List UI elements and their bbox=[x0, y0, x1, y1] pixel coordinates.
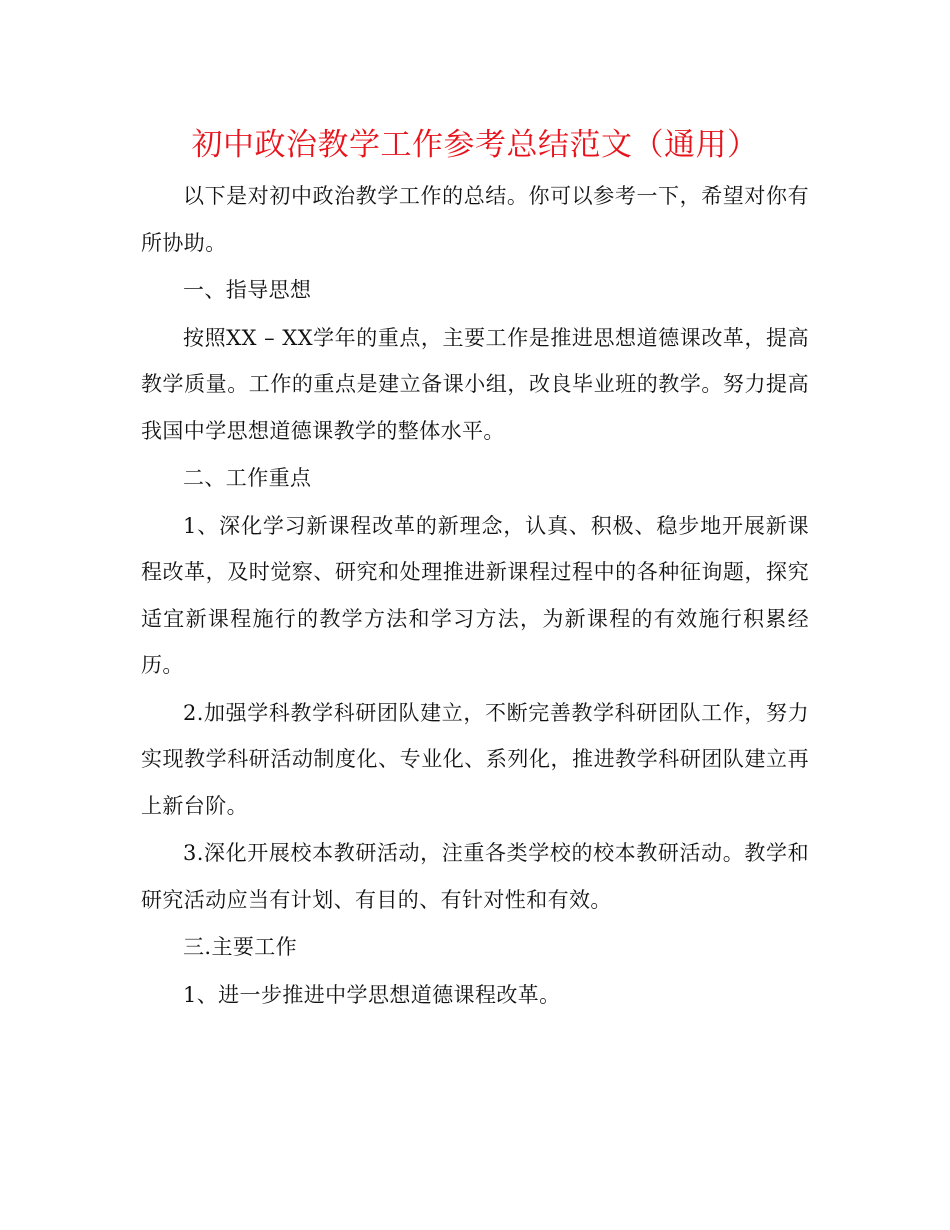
document-title: 初中政治教学工作参考总结范文（通用） bbox=[191, 127, 759, 163]
section-heading-guiding-ideology: 一、指导思想 bbox=[183, 278, 312, 302]
section-heading-main-work: 三.主要工作 bbox=[183, 935, 298, 959]
paragraph-main-work-item-1: 1、进一步推进中学思想道德课程改革。 bbox=[183, 982, 561, 1007]
intro-paragraph: 以下是对初中政治教学工作的总结。你可以参考一下，希望对你有所协助。 bbox=[141, 184, 809, 255]
section-heading-work-focus: 二、工作重点 bbox=[183, 466, 312, 490]
paragraph-guiding-ideology: 按照XX – XX学年的重点，主要工作是推进思想道德课改革，提高教学质量。工作的重点是建立备课小组，改良毕业班的教学。努力提高我国中学思想道德课教学的整体水平。 bbox=[141, 325, 809, 443]
paragraph-focus-item-3: 3.深化开展校本教研活动，注重各类学校的校本教研活动。教学和研究活动应当有计划、有目的、有针对性和有效。 bbox=[141, 841, 809, 912]
document-body bbox=[141, 173, 809, 1019]
paragraph-focus-item-1: 1、深化学习新课程改革的新理念，认真、积极、稳步地开展新课程改革，及时觉察、研究和处理推进新课程过程中的各种征询题，探究适宜新课程施行的教学方法和学习方法，为新课程的有效施行积累经历。 bbox=[141, 513, 809, 677]
paragraph-focus-item-2: 2.加强学科教学科研团队建立，不断完善教学科研团队工作，努力实现教学科研活动制度化、专业化、系列化，推进教学科研团队建立再上新台阶。 bbox=[141, 700, 809, 818]
